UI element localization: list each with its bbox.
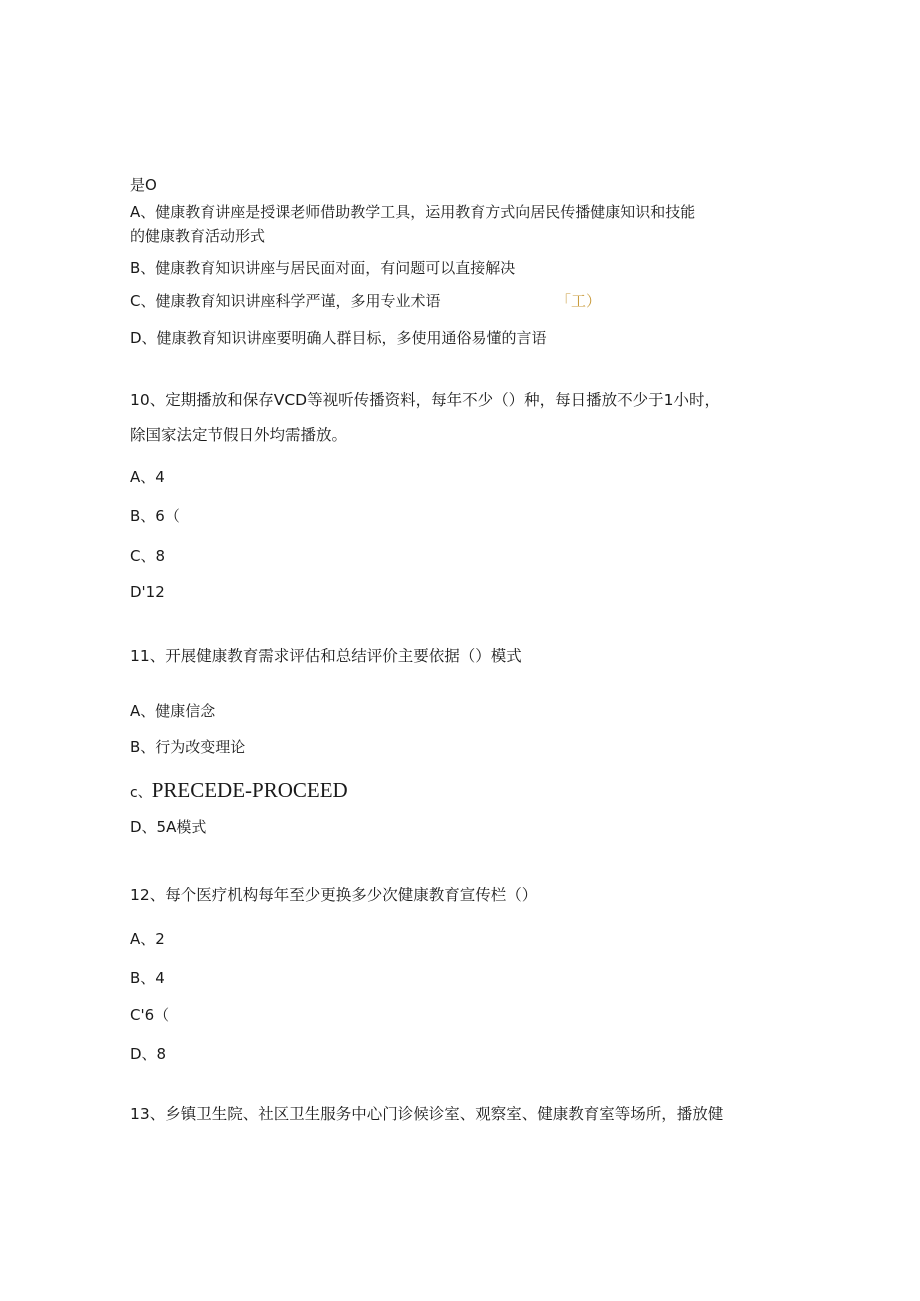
q11-option-c	[130, 780, 348, 803]
q11-stem: 11、开展健康教育需求评估和总结评价主要依据（）模式	[130, 647, 522, 665]
q12-option-a: A、2	[130, 930, 165, 948]
margin-mark: 「工）	[556, 292, 602, 310]
q13-stem: 13、乡镇卫生院、社区卫生服务中心门诊候诊室、观察室、健康教育室等场所，播放健	[130, 1105, 724, 1123]
q12-option-d: D、8	[130, 1045, 167, 1063]
prev-option-d: D、健康教育知识讲座要明确人群目标，多使用通俗易懂的言语	[130, 329, 547, 347]
q10-option-b: B、6（	[130, 507, 180, 525]
q10-stem-line2: 除国家法定节假日外均需播放。	[130, 426, 348, 444]
q10-option-c: C、8	[130, 547, 166, 565]
q10-stem-line1: 10、定期播放和保存VCD等视听传播资料，每年不少（）种，每日播放不少于1小时，	[130, 391, 720, 409]
q11-option-a: A、健康信念	[130, 702, 216, 720]
q12-stem: 12、每个医疗机构每年至少更换多少次健康教育宣传栏（）	[130, 886, 538, 904]
q11-option-c-text: PRECEDE-PROCEED	[151, 778, 348, 802]
q10-option-d: D'12	[130, 583, 165, 601]
q11-option-d: D、5A模式	[130, 818, 207, 836]
q12-option-c: C'6（	[130, 1006, 170, 1024]
prev-option-a-line2: 的健康教育活动形式	[130, 227, 266, 245]
q11-option-c-prefix: c、	[130, 785, 152, 801]
q10-option-a: A、4	[130, 468, 165, 486]
prev-option-b: B、健康教育知识讲座与居民面对面，有问题可以直接解决	[130, 259, 516, 277]
q11-option-b: B、行为改变理论	[130, 738, 246, 756]
prev-question-stem-end: 是O	[130, 176, 157, 194]
q12-option-b: B、4	[130, 969, 165, 987]
prev-option-a-line1: A、健康教育讲座是授课老师借助教学工具，运用教育方式向居民传播健康知识和技能	[130, 203, 696, 221]
prev-option-c: C、健康教育知识讲座科学严谨，多用专业术语	[130, 292, 441, 310]
